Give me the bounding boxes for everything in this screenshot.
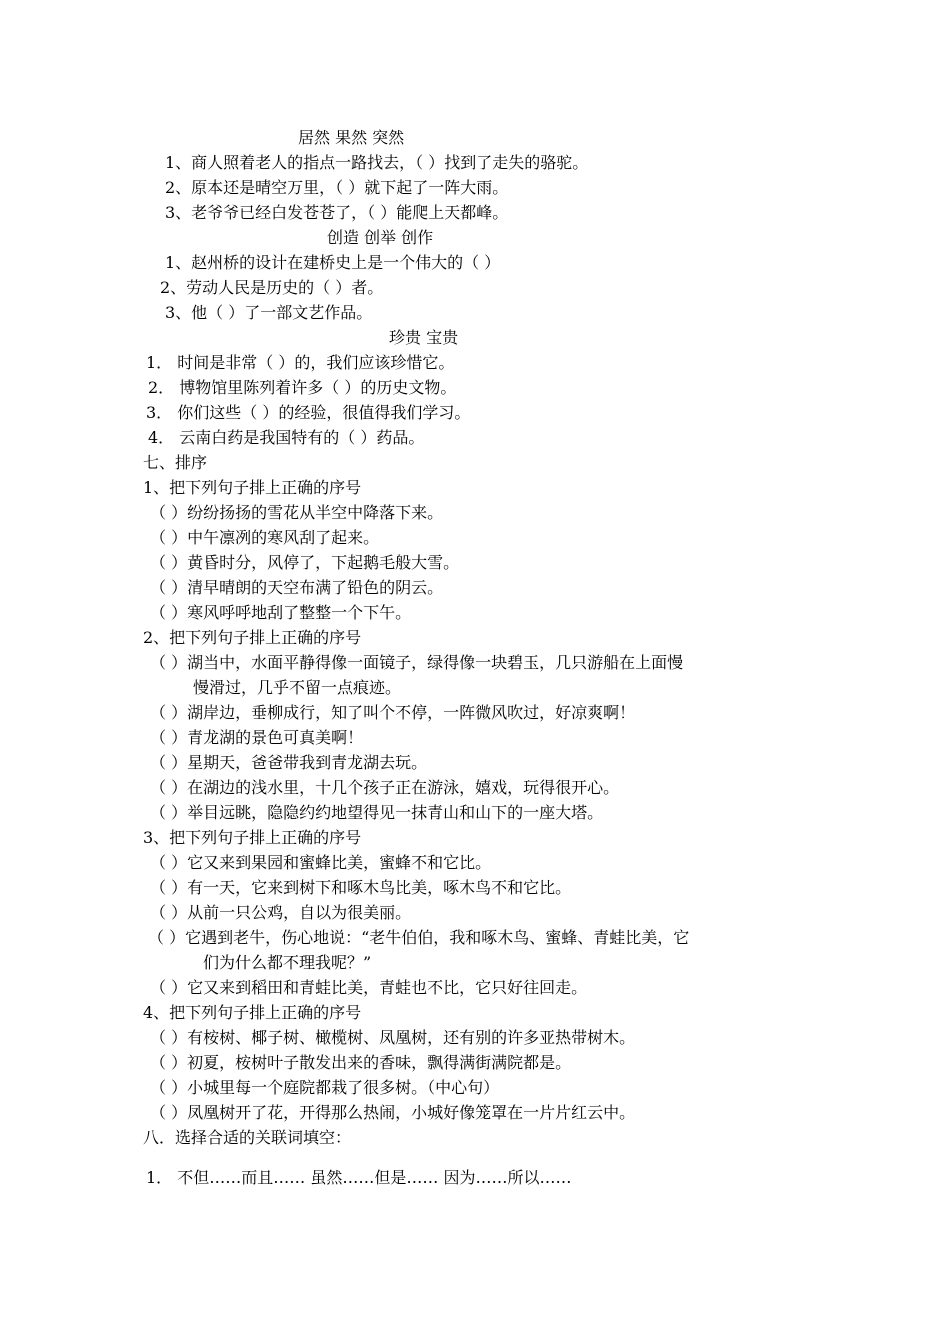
order-item: （ ）初夏，桉树叶子散发出来的香味，飘得满街满院都是。 [150,1053,572,1072]
fill-item: 2． 博物馆里陈列着许多（ ）的历史文物。 [148,378,457,397]
order-item: （ ）星期天，爸爸带我到青龙湖去玩。 [150,753,428,772]
order-item: （ ）从前一只公鸡，自以为很美丽。 [150,903,412,922]
order-item: （ ）有桉树、椰子树、橄榄树、凤凰树，还有别的许多亚热带树木。 [150,1028,636,1047]
order-item: （ ）纷纷扬扬的雪花从半空中降落下来。 [150,503,444,522]
fill-item: 1、赵州桥的设计在建桥史上是一个伟大的（ ） [165,253,501,272]
conjunction-choices: 1． 不但……而且…… 虽然……但是…… 因为……所以…… [146,1168,572,1187]
order-item-continued: 们为什么都不理我呢？” [203,953,372,972]
fill-item: 3、他（ ）了一部文艺作品。 [165,303,373,322]
order-item: （ ）小城里每一个庭院都栽了很多树。（中心句） [150,1078,500,1097]
fill-item: 1． 时间是非常（ ）的，我们应该珍惜它。 [146,353,455,372]
order-item: （ ）在湖边的浅水里，十几个孩子正在游泳，嬉戏，玩得很开心。 [150,778,620,797]
fill-item: 4． 云南白药是我国特有的（ ）药品。 [148,428,425,447]
order-item: （ ）青龙湖的景色可真美啊！ [150,728,364,747]
order-item: （ ）寒风呼呼地刮了整整一个下午。 [150,603,412,622]
order-item: （ ）凤凰树开了花，开得那么热闹，小城好像笼罩在一片片红云中。 [150,1103,636,1122]
section-7-title: 七、排序 [143,453,208,472]
section-8-title: 八．选择合适的关联词填空： [143,1128,352,1147]
order-item: （ ）湖岸边，垂柳成行，知了叫个不停，一阵微风吹过，好凉爽啊！ [150,703,636,722]
question-title: 1、把下列句子排上正确的序号 [143,478,362,497]
order-item: （ ）它遇到老牛，伤心地说：“老牛伯伯，我和啄木鸟、蜜蜂、青蛙比美，它 [148,928,690,947]
order-item: （ ）它又来到稻田和青蛙比美，青蛙也不比，它只好往回走。 [150,978,588,997]
word-choices-3: 珍贵 宝贵 [389,328,459,347]
order-item: （ ）有一天，它来到树下和啄木鸟比美，啄木鸟不和它比。 [150,878,572,897]
order-item: （ ）湖当中，水面平静得像一面镜子，绿得像一块碧玉，几只游船在上面慢 [150,653,684,672]
order-item: （ ）清早晴朗的天空布满了铅色的阴云。 [150,578,444,597]
word-choices-1: 居然 果然 突然 [298,128,405,147]
question-title: 3、把下列句子排上正确的序号 [143,828,362,847]
fill-item: 3． 你们这些（ ）的经验，很值得我们学习。 [146,403,471,422]
order-item: （ ）它又来到果园和蜜蜂比美，蜜蜂不和它比。 [150,853,492,872]
fill-item: 2、劳动人民是历史的（ ）者。 [160,278,384,297]
question-title: 4、把下列句子排上正确的序号 [143,1003,362,1022]
fill-item: 2、原本还是晴空万里，（ ）就下起了一阵大雨。 [165,178,509,197]
fill-item: 3、老爷爷已经白发苍苍了，（ ）能爬上天都峰。 [165,203,509,222]
word-choices-2: 创造 创举 创作 [327,228,434,247]
fill-item: 1、商人照着老人的指点一路找去，（ ）找到了走失的骆驼。 [165,153,589,172]
order-item: （ ）举目远眺，隐隐约约地望得见一抹青山和山下的一座大塔。 [150,803,604,822]
order-item-continued: 慢滑过，几乎不留一点痕迹。 [193,678,402,697]
question-title: 2、把下列句子排上正确的序号 [143,628,362,647]
order-item: （ ）黄昏时分，风停了，下起鹅毛般大雪。 [150,553,460,572]
order-item: （ ）中午凛冽的寒风刮了起来。 [150,528,380,547]
